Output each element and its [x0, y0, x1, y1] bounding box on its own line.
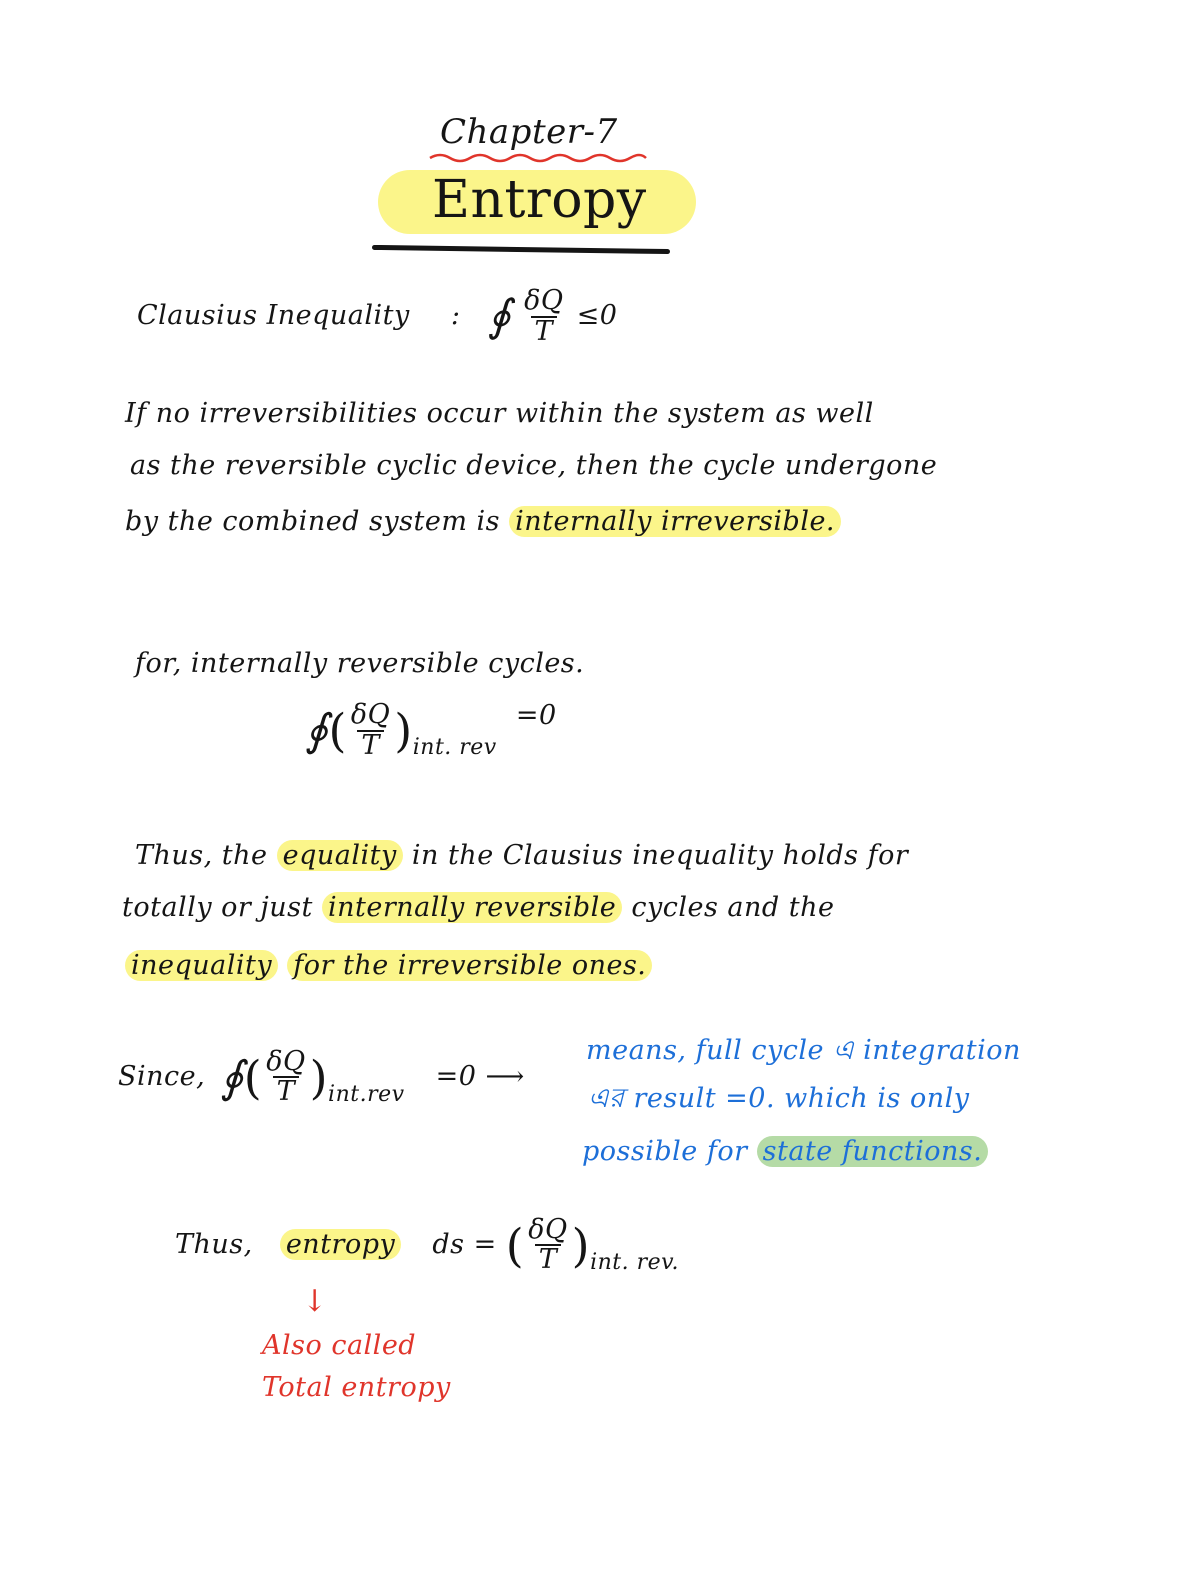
highlight-internally-irreversible: internally irreversible. — [509, 506, 841, 537]
entropy-definition — [175, 1216, 679, 1275]
clausius-colon: : — [450, 300, 461, 331]
fraction-denominator: T — [531, 316, 558, 346]
reversible-intro: for, internally reversible cycles. — [135, 648, 585, 679]
int-rev-subscript: int. rev. — [590, 1249, 679, 1275]
clausius-fraction — [520, 287, 567, 346]
paragraph-1-line-3 — [125, 506, 841, 537]
paragraph-2-line-2 — [122, 892, 834, 923]
since-fraction — [262, 1048, 309, 1107]
close-paren: ) — [571, 1218, 591, 1273]
entropy-lhs: ds = — [432, 1228, 497, 1260]
paragraph-2-line-3 — [125, 950, 652, 981]
paragraph-2-line-1 — [135, 840, 908, 871]
note-line-3-text: possible for — [582, 1136, 748, 1167]
paragraph-1-line-1: If no irreversibilities occur within the system as well — [125, 398, 874, 429]
note-line-2: এর result =0. which is only — [588, 1083, 970, 1114]
close-paren: ) — [394, 703, 413, 758]
cyclic-integral-symbol: ∮ — [220, 1051, 244, 1103]
fraction-denominator: T — [357, 730, 384, 760]
highlight-irreversible-ones: for the irreversible ones. — [287, 950, 652, 981]
title-underline — [372, 245, 670, 254]
fraction-numerator: δQ — [266, 1046, 306, 1077]
highlight-inequality: inequality — [125, 950, 278, 981]
fraction-numerator: δQ — [528, 1214, 568, 1245]
int-rev-subscript: int. rev — [412, 735, 497, 760]
reversible-integral-equation — [305, 700, 557, 760]
paragraph-1-line-3-text: by the combined system is — [125, 506, 501, 537]
entropy-thus-label: Thus, — [175, 1228, 253, 1260]
clausius-inequality — [137, 286, 617, 347]
p2-text-c: totally or just — [122, 892, 313, 923]
aside-line-1: Also called — [262, 1330, 417, 1361]
cyclic-integral-symbol: ∮ — [487, 290, 512, 342]
reversible-result: =0 — [515, 700, 557, 731]
since-equation — [118, 1048, 525, 1107]
chapter-underline — [428, 150, 648, 164]
paragraph-1-line-2: as the reversible cyclic device, then the cycle undergone — [130, 450, 938, 481]
highlight-entropy: entropy — [280, 1229, 401, 1260]
fraction-denominator: T — [273, 1076, 300, 1106]
reversible-fraction — [347, 701, 394, 760]
highlight-state-functions: state functions. — [757, 1136, 989, 1167]
open-paren: ( — [505, 1218, 525, 1273]
close-paren: ) — [309, 1050, 329, 1105]
clausius-relation: ≤0 — [576, 300, 618, 331]
fraction-numerator: δQ — [524, 285, 564, 317]
int-rev-subscript: int.rev — [328, 1081, 405, 1107]
p2-text-a: Thus, the — [135, 840, 268, 871]
since-result: =0 ⟶ — [435, 1060, 525, 1092]
open-paren: ( — [328, 703, 347, 758]
entropy-fraction — [524, 1216, 571, 1275]
clausius-label: Clausius Inequality — [137, 300, 410, 331]
fraction-denominator: T — [535, 1244, 562, 1274]
open-paren: ( — [243, 1050, 263, 1105]
aside-line-2: Total entropy — [262, 1372, 451, 1403]
highlight-equality: equality — [277, 840, 403, 871]
note-line-1: means, full cycle এ integration — [586, 1035, 1021, 1066]
note-line-3 — [582, 1136, 988, 1167]
p2-text-d: cycles and the — [631, 892, 835, 923]
down-arrow-icon: ↓ — [302, 1284, 328, 1319]
highlight-internally-reversible: internally reversible — [322, 892, 622, 923]
page-title: Entropy — [432, 170, 647, 230]
fraction-numerator: δQ — [350, 699, 391, 731]
since-label: Since, — [118, 1060, 206, 1092]
cyclic-integral-symbol: ∮ — [305, 705, 329, 756]
p2-text-b: in the Clausius inequality holds for — [411, 840, 909, 871]
chapter-heading — [440, 112, 618, 152]
chapter-label: Chapter-7 — [440, 112, 618, 152]
